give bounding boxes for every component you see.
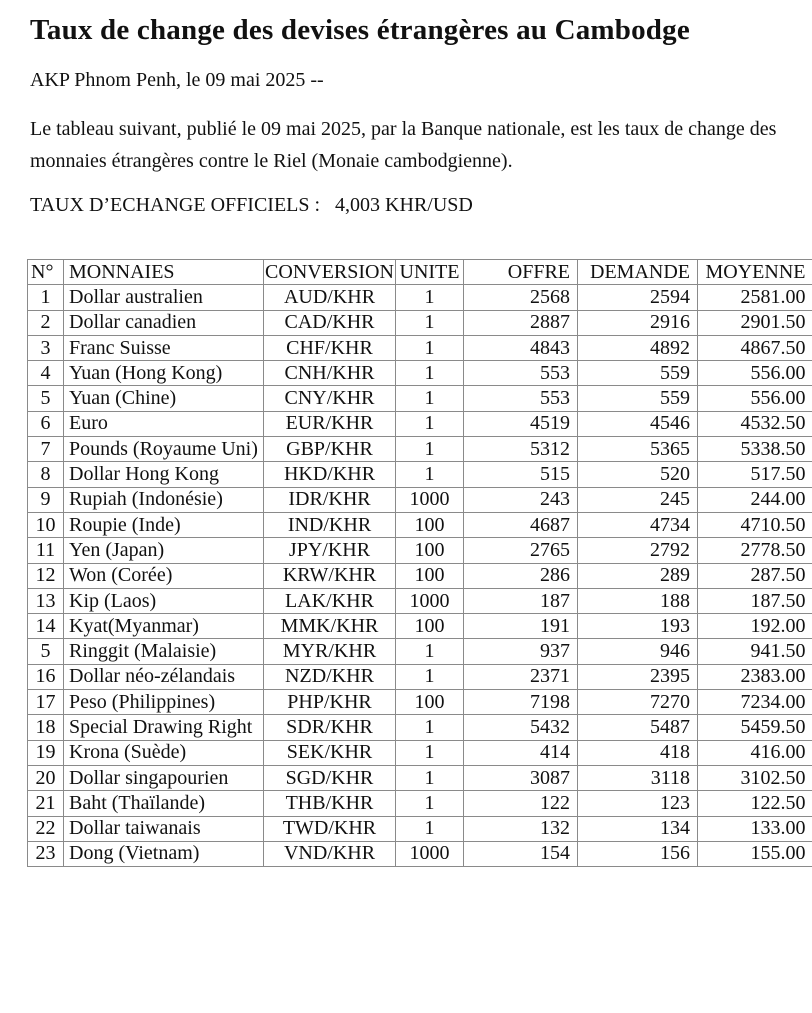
- table-row: [28, 512, 812, 537]
- cell-unit: 1: [396, 816, 464, 841]
- cell-num: 12: [28, 563, 64, 588]
- cell-conversion: SDR/KHR: [264, 715, 396, 740]
- cell-average: 155.00: [698, 841, 812, 866]
- cell-demand: 3118: [578, 765, 698, 790]
- cell-average: 5459.50: [698, 715, 812, 740]
- cell-currency: Dollar australien: [64, 285, 264, 310]
- cell-demand: 559: [578, 386, 698, 411]
- cell-average: 244.00: [698, 487, 812, 512]
- table-row: [28, 765, 812, 790]
- cell-average: 2383.00: [698, 664, 812, 689]
- cell-currency: Special Drawing Right: [64, 715, 264, 740]
- cell-currency: Roupie (Inde): [64, 512, 264, 537]
- page-title: Taux de change des devises étrangères au Cambodge: [30, 13, 812, 48]
- cell-demand: 5365: [578, 437, 698, 462]
- cell-average: 187.50: [698, 588, 812, 613]
- cell-demand: 2594: [578, 285, 698, 310]
- cell-currency: Euro: [64, 411, 264, 436]
- cell-conversion: SEK/KHR: [264, 740, 396, 765]
- table-row: [28, 816, 812, 841]
- cell-average: 556.00: [698, 361, 812, 386]
- cell-offer: 2887: [464, 310, 578, 335]
- column-header-unit: UNITE: [396, 260, 464, 285]
- cell-conversion: KRW/KHR: [264, 563, 396, 588]
- table-row: [28, 411, 812, 436]
- cell-conversion: NZD/KHR: [264, 664, 396, 689]
- cell-currency: Pounds (Royaume Uni): [64, 437, 264, 462]
- cell-conversion: SGD/KHR: [264, 765, 396, 790]
- cell-currency: Dollar Hong Kong: [64, 462, 264, 487]
- cell-unit: 1: [396, 285, 464, 310]
- cell-unit: 100: [396, 512, 464, 537]
- cell-unit: 1: [396, 639, 464, 664]
- cell-unit: 1: [396, 740, 464, 765]
- cell-currency: Yuan (Hong Kong): [64, 361, 264, 386]
- cell-average: 7234.00: [698, 690, 812, 715]
- table-row: [28, 437, 812, 462]
- cell-currency: Rupiah (Indonésie): [64, 487, 264, 512]
- cell-average: 517.50: [698, 462, 812, 487]
- column-header-demand: DEMANDE: [578, 260, 698, 285]
- cell-num: 10: [28, 512, 64, 537]
- cell-offer: 122: [464, 791, 578, 816]
- cell-offer: 4519: [464, 411, 578, 436]
- cell-unit: 1: [396, 715, 464, 740]
- cell-conversion: GBP/KHR: [264, 437, 396, 462]
- cell-currency: Yen (Japan): [64, 538, 264, 563]
- cell-num: 19: [28, 740, 64, 765]
- cell-unit: 1: [396, 335, 464, 360]
- cell-unit: 100: [396, 614, 464, 639]
- dateline: AKP Phnom Penh, le 09 mai 2025 --: [30, 67, 812, 93]
- table-row: [28, 386, 812, 411]
- cell-demand: 2792: [578, 538, 698, 563]
- cell-demand: 559: [578, 361, 698, 386]
- cell-demand: 946: [578, 639, 698, 664]
- table-row: [28, 487, 812, 512]
- cell-unit: 1: [396, 386, 464, 411]
- cell-offer: 2371: [464, 664, 578, 689]
- cell-demand: 289: [578, 563, 698, 588]
- cell-offer: 414: [464, 740, 578, 765]
- cell-average: 192.00: [698, 614, 812, 639]
- cell-conversion: TWD/KHR: [264, 816, 396, 841]
- cell-offer: 7198: [464, 690, 578, 715]
- table-row: [28, 462, 812, 487]
- cell-demand: 2395: [578, 664, 698, 689]
- cell-conversion: EUR/KHR: [264, 411, 396, 436]
- cell-currency: Dollar singapourien: [64, 765, 264, 790]
- table-body: [28, 285, 812, 867]
- cell-num: 20: [28, 765, 64, 790]
- cell-average: 5338.50: [698, 437, 812, 462]
- cell-num: 9: [28, 487, 64, 512]
- cell-offer: 2568: [464, 285, 578, 310]
- intro-paragraph: Le tableau suivant, publié le 09 mai 2025, par la Banque nationale, est les taux de change des monnaies étrangères contre le Riel (Monaie cambodgienne).: [30, 114, 790, 177]
- table-row: [28, 285, 812, 310]
- column-header-currency: MONNAIES: [64, 260, 264, 285]
- cell-num: 14: [28, 614, 64, 639]
- cell-conversion: CHF/KHR: [264, 335, 396, 360]
- cell-conversion: IND/KHR: [264, 512, 396, 537]
- cell-num: 6: [28, 411, 64, 436]
- table-row: [28, 563, 812, 588]
- table-row: [28, 310, 812, 335]
- table-header-row: [28, 260, 812, 285]
- cell-unit: 1: [396, 310, 464, 335]
- cell-num: 7: [28, 437, 64, 462]
- table-row: [28, 614, 812, 639]
- column-header-conversion: CONVERSION: [264, 260, 396, 285]
- cell-average: 2778.50: [698, 538, 812, 563]
- column-header-num: N°: [28, 260, 64, 285]
- cell-unit: 1000: [396, 841, 464, 866]
- cell-offer: 4687: [464, 512, 578, 537]
- cell-conversion: MYR/KHR: [264, 639, 396, 664]
- cell-conversion: CNH/KHR: [264, 361, 396, 386]
- cell-offer: 5432: [464, 715, 578, 740]
- official-rate-line: TAUX D’ECHANGE OFFICIELS : 4,003 KHR/USD: [30, 192, 812, 218]
- cell-average: 287.50: [698, 563, 812, 588]
- cell-currency: Krona (Suède): [64, 740, 264, 765]
- cell-num: 21: [28, 791, 64, 816]
- cell-unit: 1: [396, 462, 464, 487]
- cell-num: 13: [28, 588, 64, 613]
- cell-average: 3102.50: [698, 765, 812, 790]
- cell-unit: 1: [396, 791, 464, 816]
- cell-demand: 188: [578, 588, 698, 613]
- cell-conversion: LAK/KHR: [264, 588, 396, 613]
- cell-demand: 5487: [578, 715, 698, 740]
- cell-unit: 100: [396, 538, 464, 563]
- cell-currency: Yuan (Chine): [64, 386, 264, 411]
- cell-currency: Dollar taiwanais: [64, 816, 264, 841]
- table-row: [28, 841, 812, 866]
- cell-num: 5: [28, 386, 64, 411]
- cell-unit: 1000: [396, 487, 464, 512]
- cell-conversion: HKD/KHR: [264, 462, 396, 487]
- cell-num: 8: [28, 462, 64, 487]
- cell-demand: 4546: [578, 411, 698, 436]
- cell-demand: 418: [578, 740, 698, 765]
- cell-currency: Kip (Laos): [64, 588, 264, 613]
- cell-currency: Peso (Philippines): [64, 690, 264, 715]
- cell-num: 22: [28, 816, 64, 841]
- cell-offer: 553: [464, 361, 578, 386]
- cell-num: 3: [28, 335, 64, 360]
- cell-num: 18: [28, 715, 64, 740]
- cell-unit: 1: [396, 664, 464, 689]
- cell-demand: 123: [578, 791, 698, 816]
- cell-currency: Dong (Vietnam): [64, 841, 264, 866]
- cell-offer: 553: [464, 386, 578, 411]
- cell-demand: 156: [578, 841, 698, 866]
- cell-average: 556.00: [698, 386, 812, 411]
- table-header: [28, 260, 812, 285]
- cell-unit: 1: [396, 437, 464, 462]
- cell-average: 416.00: [698, 740, 812, 765]
- cell-offer: 191: [464, 614, 578, 639]
- cell-offer: 187: [464, 588, 578, 613]
- cell-demand: 2916: [578, 310, 698, 335]
- exchange-rates-table: [27, 259, 812, 867]
- cell-unit: 100: [396, 690, 464, 715]
- cell-conversion: JPY/KHR: [264, 538, 396, 563]
- table-row: [28, 791, 812, 816]
- cell-conversion: CNY/KHR: [264, 386, 396, 411]
- table-row: [28, 664, 812, 689]
- cell-average: 122.50: [698, 791, 812, 816]
- cell-num: 17: [28, 690, 64, 715]
- table-row: [28, 538, 812, 563]
- cell-average: 2901.50: [698, 310, 812, 335]
- cell-unit: 1000: [396, 588, 464, 613]
- cell-demand: 193: [578, 614, 698, 639]
- table-row: [28, 715, 812, 740]
- cell-num: 4: [28, 361, 64, 386]
- cell-conversion: AUD/KHR: [264, 285, 396, 310]
- cell-average: 133.00: [698, 816, 812, 841]
- cell-demand: 520: [578, 462, 698, 487]
- cell-num: 23: [28, 841, 64, 866]
- cell-unit: 100: [396, 563, 464, 588]
- table-row: [28, 740, 812, 765]
- cell-unit: 1: [396, 765, 464, 790]
- cell-currency: Dollar canadien: [64, 310, 264, 335]
- cell-demand: 4734: [578, 512, 698, 537]
- cell-num: 1: [28, 285, 64, 310]
- cell-currency: Baht (Thaïlande): [64, 791, 264, 816]
- cell-average: 4867.50: [698, 335, 812, 360]
- cell-demand: 4892: [578, 335, 698, 360]
- cell-num: 16: [28, 664, 64, 689]
- column-header-offer: OFFRE: [464, 260, 578, 285]
- cell-demand: 134: [578, 816, 698, 841]
- cell-average: 4710.50: [698, 512, 812, 537]
- cell-conversion: VND/KHR: [264, 841, 396, 866]
- cell-num: 5: [28, 639, 64, 664]
- cell-conversion: MMK/KHR: [264, 614, 396, 639]
- cell-average: 4532.50: [698, 411, 812, 436]
- cell-offer: 937: [464, 639, 578, 664]
- cell-currency: Ringgit (Malaisie): [64, 639, 264, 664]
- table-row: [28, 639, 812, 664]
- cell-offer: 5312: [464, 437, 578, 462]
- table-row: [28, 335, 812, 360]
- cell-offer: 132: [464, 816, 578, 841]
- cell-average: 2581.00: [698, 285, 812, 310]
- cell-currency: Won (Corée): [64, 563, 264, 588]
- cell-offer: 2765: [464, 538, 578, 563]
- cell-offer: 243: [464, 487, 578, 512]
- cell-currency: Franc Suisse: [64, 335, 264, 360]
- table-row: [28, 588, 812, 613]
- cell-offer: 154: [464, 841, 578, 866]
- cell-offer: 4843: [464, 335, 578, 360]
- cell-conversion: CAD/KHR: [264, 310, 396, 335]
- cell-demand: 7270: [578, 690, 698, 715]
- cell-conversion: IDR/KHR: [264, 487, 396, 512]
- cell-currency: Kyat(Myanmar): [64, 614, 264, 639]
- cell-num: 2: [28, 310, 64, 335]
- cell-unit: 1: [396, 411, 464, 436]
- cell-currency: Dollar néo-zélandais: [64, 664, 264, 689]
- cell-conversion: THB/KHR: [264, 791, 396, 816]
- cell-conversion: PHP/KHR: [264, 690, 396, 715]
- table-row: [28, 690, 812, 715]
- cell-average: 941.50: [698, 639, 812, 664]
- cell-unit: 1: [396, 361, 464, 386]
- cell-demand: 245: [578, 487, 698, 512]
- cell-num: 11: [28, 538, 64, 563]
- column-header-average: MOYENNE: [698, 260, 812, 285]
- cell-offer: 286: [464, 563, 578, 588]
- cell-offer: 515: [464, 462, 578, 487]
- cell-offer: 3087: [464, 765, 578, 790]
- table-row: [28, 361, 812, 386]
